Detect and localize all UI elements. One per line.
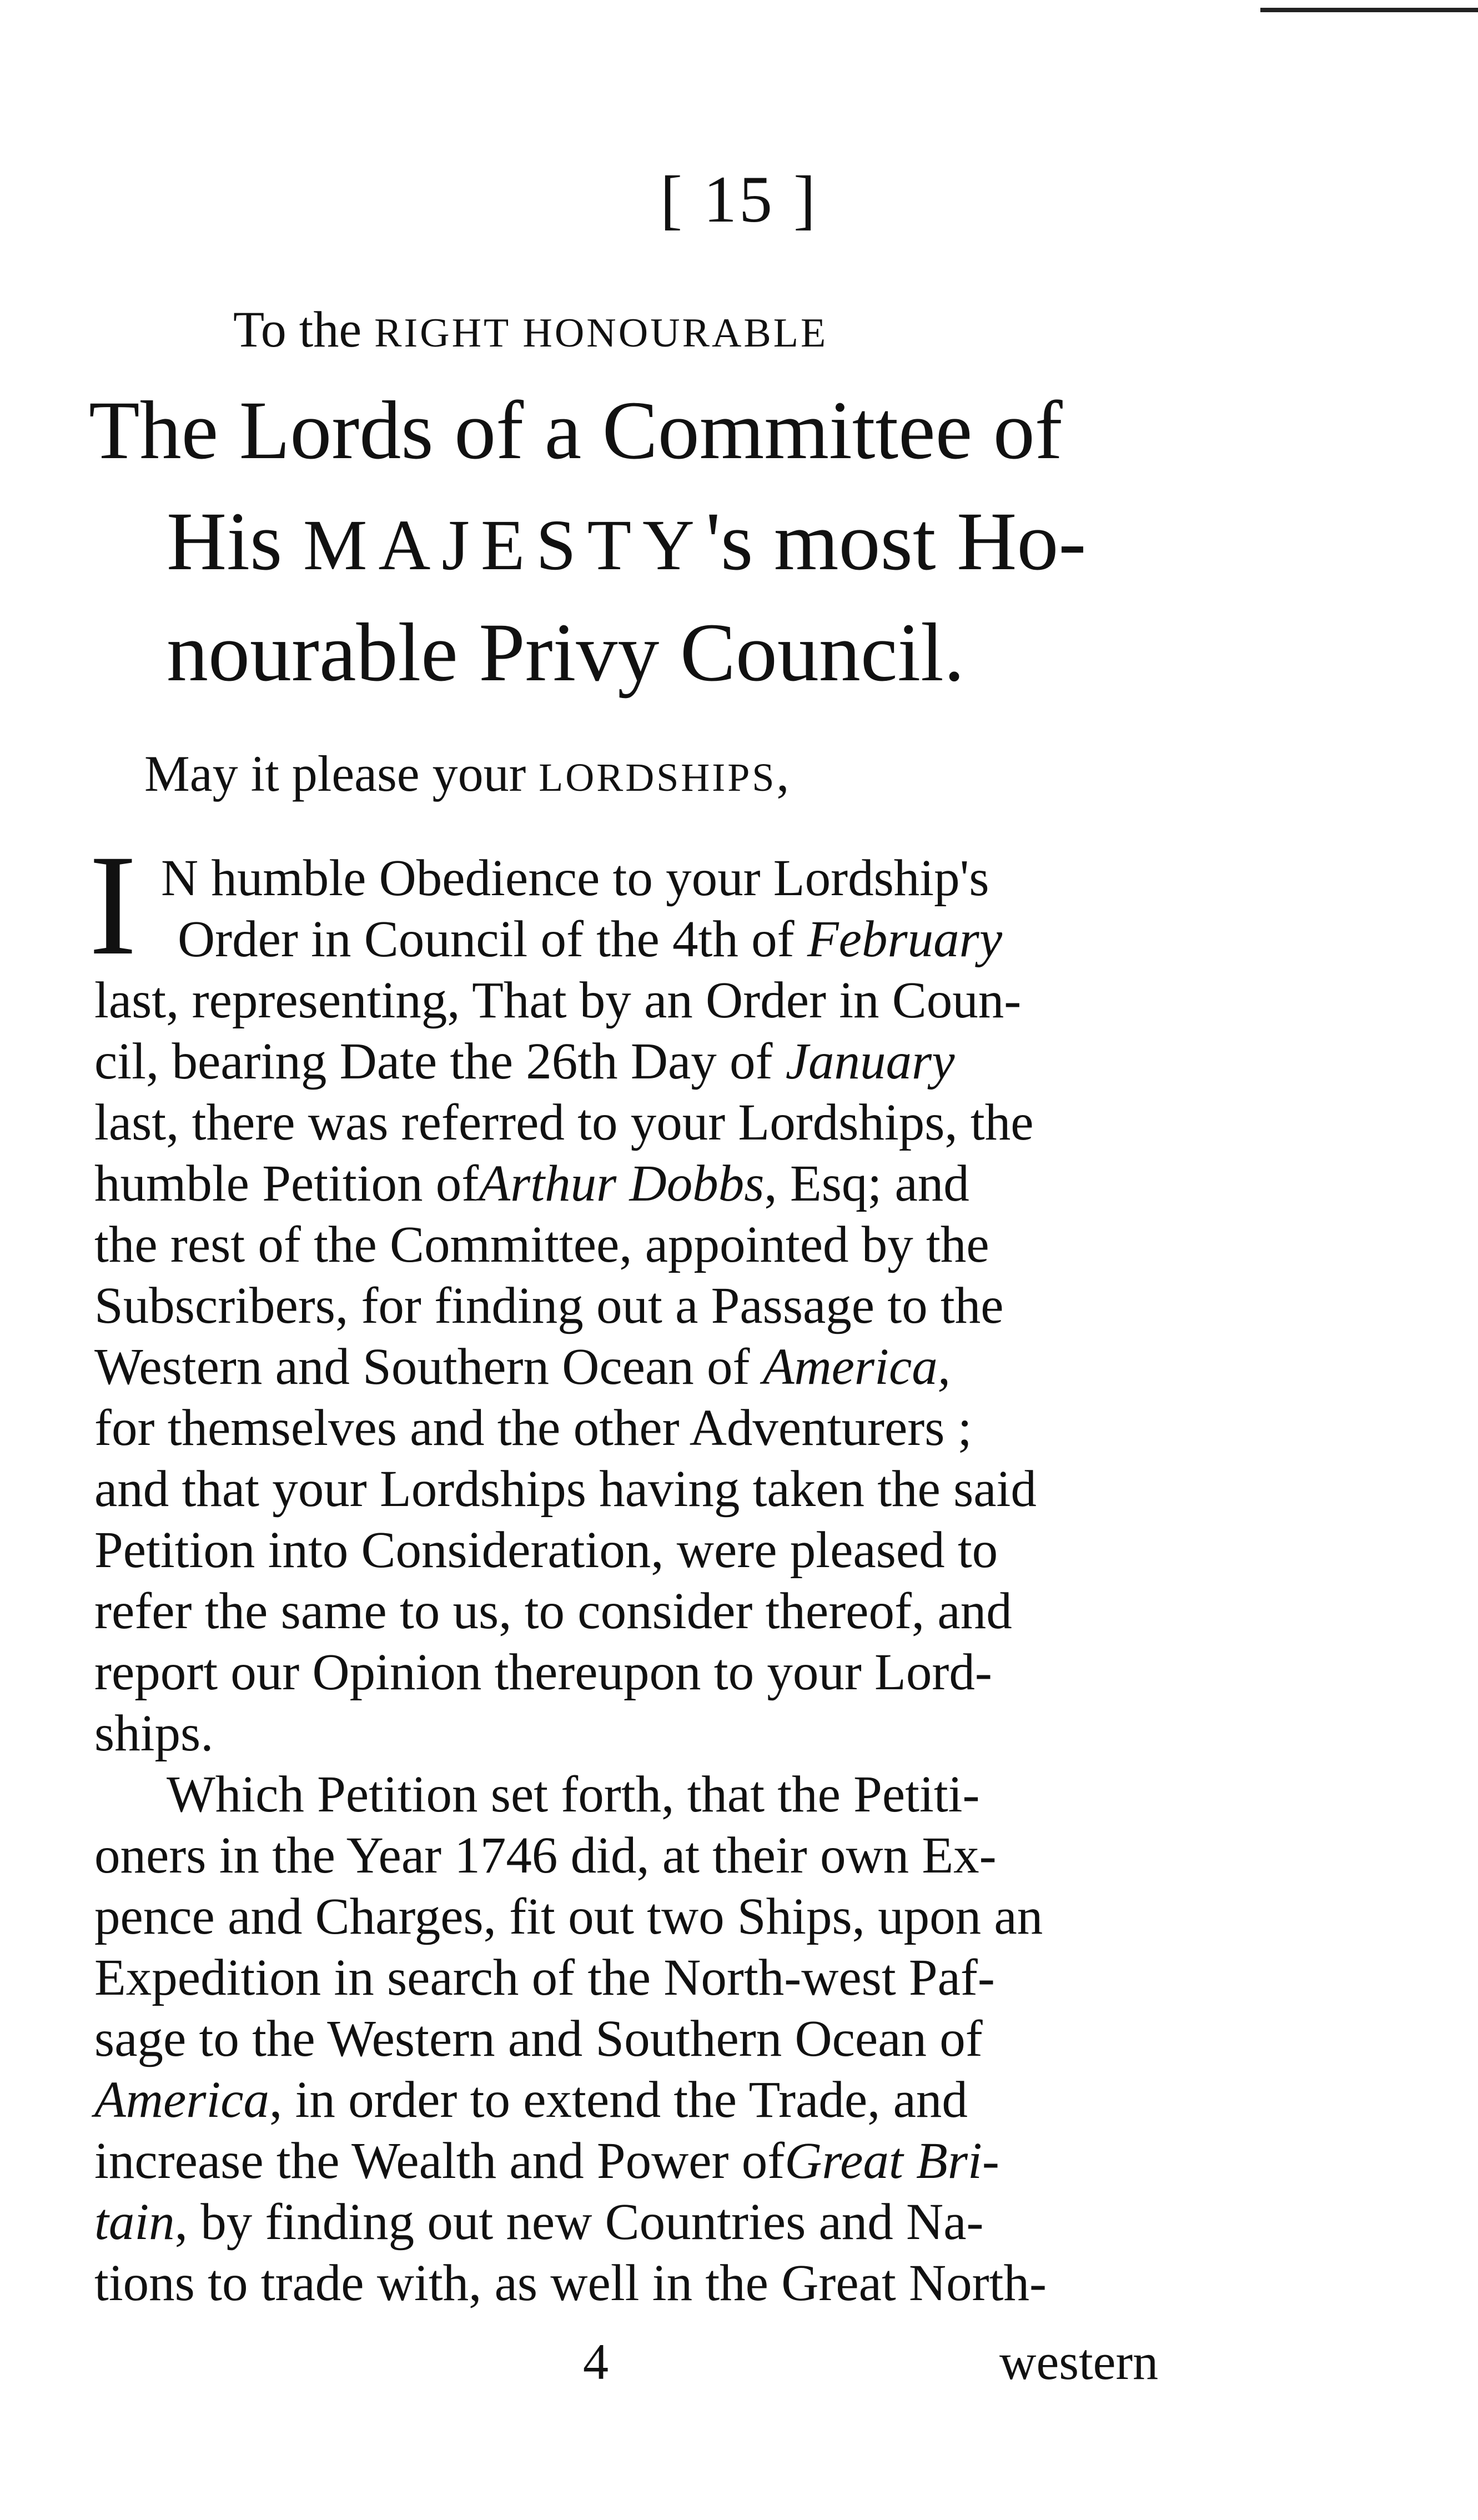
body-line [94,1827,1177,1884]
body-line [167,1766,1177,1823]
body-line [94,2193,1177,2251]
heading-line-2 [167,495,1087,588]
body-line [94,2255,1177,2312]
heading-majesty: MAJESTY [303,505,706,585]
body-line [94,1338,1177,1395]
body-text: Subscribers, for finding out a Passage to the [94,1277,1004,1334]
body-line [94,1888,1177,1945]
body-text-italic: January [785,1033,955,1090]
body-line [94,1277,1177,1334]
address-prefix: To the [233,301,375,358]
body-line [94,1216,1177,1273]
body-line [94,1705,1177,1762]
address-right-honourable: RIGHT HONOURABLE [374,310,828,356]
body-text: tions to trade with, as well in the Great North- [94,2255,1047,2312]
body-line [94,972,1177,1029]
signature-mark: 4 [583,2333,609,2390]
body-text: and that your Lordships having taken the said [94,1460,1037,1518]
body-text: Western and Southern Ocean of [94,1338,750,1395]
body-text: increase the Wealth and Power of [94,2132,785,2190]
body-text-italic: Great Bri- [785,2132,999,2190]
body-line [161,850,1177,907]
heading-line-3: nourable Privy Council. [167,606,965,699]
body-text: report our Opinion thereupon to your Lord- [94,1644,992,1701]
body-text: , in order to extend the Trade, and [269,2071,968,2129]
body-line [178,911,1177,968]
body-text-italic: America [94,2071,270,2129]
body-text-italic: Arthur Dobbs [479,1155,765,1212]
body-text: refer the same to us, to consider thereof, and [94,1583,1012,1640]
heading-line-2-post: 's most Ho- [705,495,1087,588]
body-line [94,1583,1177,1640]
body-text: pence and Charges, fit out two Ships, upon an [94,1888,1043,1945]
body-text: ships. [94,1705,214,1762]
body-text: last, there was referred to your Lordships, the [94,1094,1034,1151]
catchword: western [999,2333,1159,2390]
body-text: Petition into Consideration, were pleased to [94,1522,998,1579]
drop-cap: I [89,825,137,985]
body-text: last, representing, That by an Order in Coun- [94,972,1022,1029]
body-text: for themselves and the other Adventurers ; [94,1399,972,1457]
body-text-italic: America, [762,1338,951,1395]
body-line [94,2071,1177,2129]
body-line [94,1399,1177,1457]
body-text: , Esq; and [764,1155,969,1212]
body-text: sage to the Western and Southern Ocean of [94,2010,983,2067]
top-rule [1260,8,1478,12]
address-line [233,300,828,359]
body-text: Expedition in search of the North-west Paf- [94,1949,995,2006]
heading-line-1: The Lords of a Committee of [89,384,1063,476]
body-text: the rest of the Committee, appointed by the [94,1216,989,1273]
body-line [94,1094,1177,1151]
heading-line-2-pre: His [167,495,303,588]
body-text: , by finding out new Countries and Na- [174,2193,984,2251]
body-text: Order in Council of the 4th of [178,911,795,968]
salutation-prefix: May it please your [144,745,539,802]
body-text: humble Petition of [94,1155,479,1212]
body-line [94,1949,1177,2006]
body-text-italic: tain [94,2193,175,2251]
salutation [144,744,789,803]
body-line [94,1460,1177,1518]
salutation-lordships: LORDSHIPS [539,755,777,800]
body-line [94,1155,1177,1212]
body-line [94,1644,1177,1701]
body-text: Which Petition set forth, that the Petiti- [167,1766,980,1823]
page-number: [ 15 ] [660,162,818,236]
body-text: oners in the Year 1746 did, at their own Ex- [94,1827,997,1884]
body-text: cil, bearing Date the 26th Day of [94,1033,773,1090]
body-line [94,2010,1177,2067]
salutation-suffix: , [776,745,790,802]
body-line [94,1522,1177,1579]
body-line [94,2132,1177,2190]
body-text-italic: February [807,911,1003,968]
body-line [94,1033,1177,1090]
body-text: N humble Obedience to your Lordship's [161,850,989,907]
